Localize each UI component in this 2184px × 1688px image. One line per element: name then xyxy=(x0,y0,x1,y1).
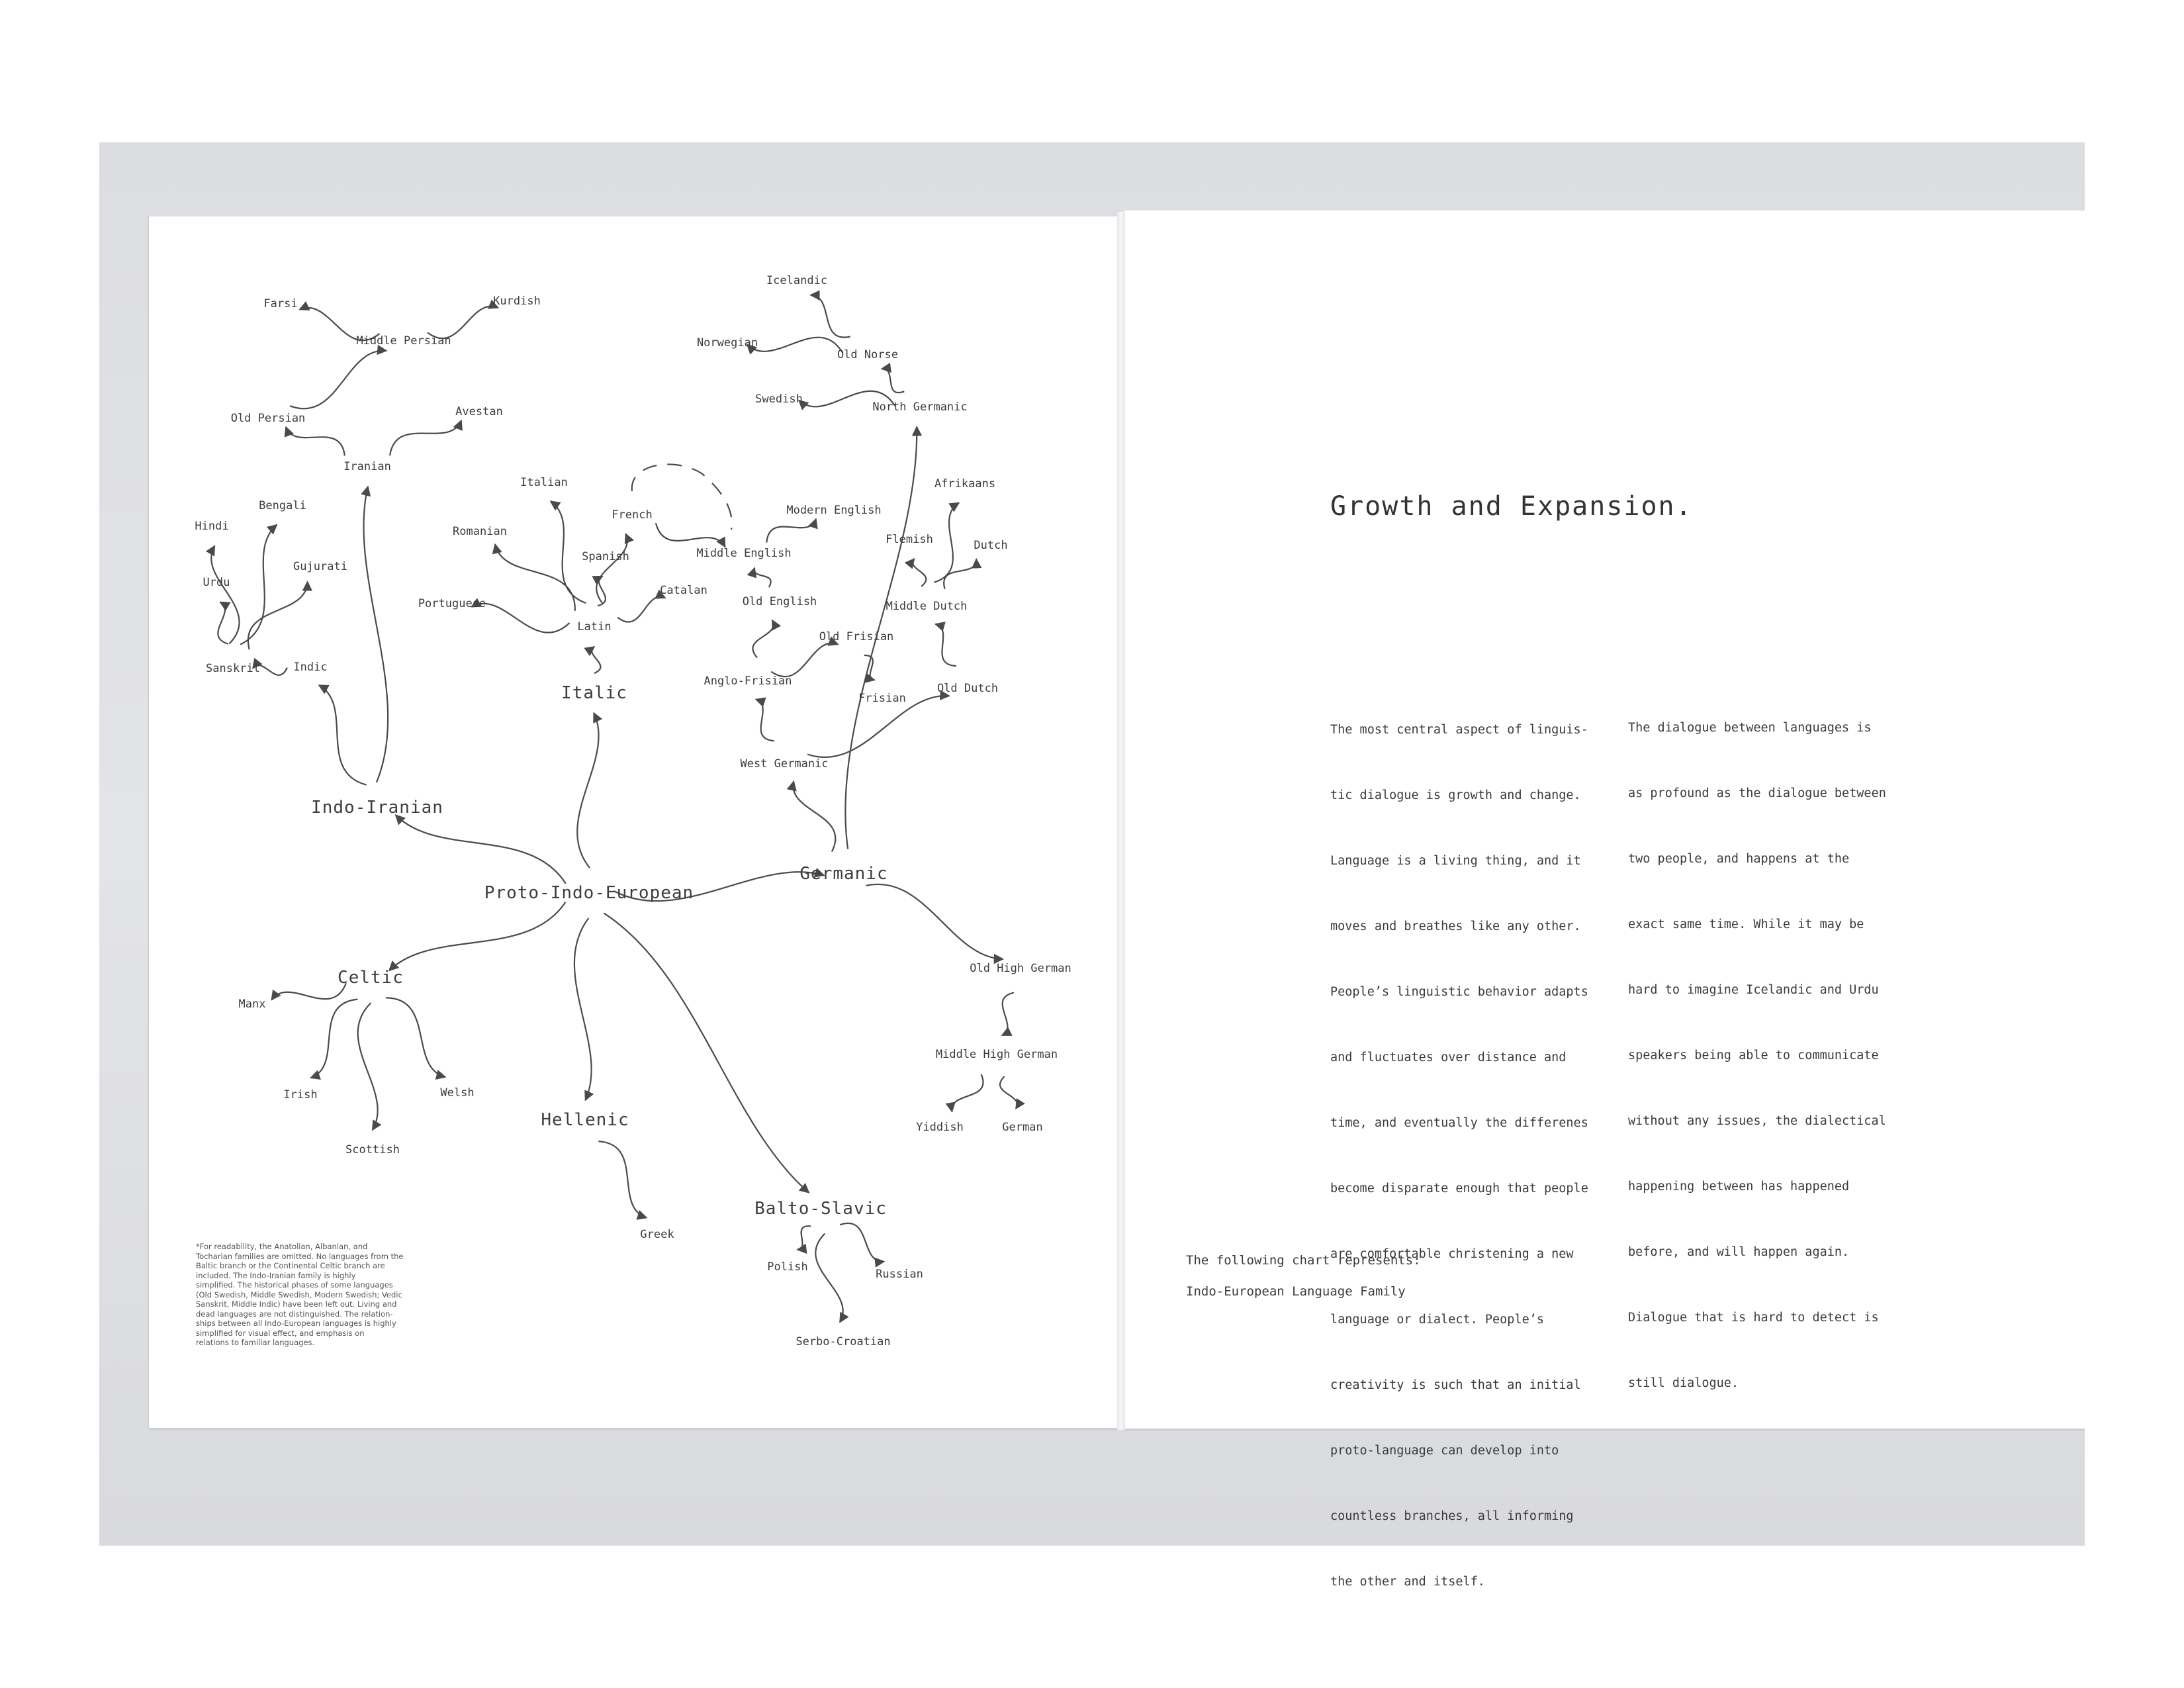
node-manx: Manx xyxy=(238,998,266,1011)
body-line: the other and itself. xyxy=(1330,1575,1485,1589)
node-urdu: Urdu xyxy=(203,576,230,589)
body-line: countless branches, all informing xyxy=(1330,1509,1574,1523)
footnote-line: Baltic branch or the Continental Celtic branch are xyxy=(196,1261,385,1270)
body-line: language or dialect. People’s xyxy=(1330,1313,1545,1327)
footnote-line: relations to familiar languages. xyxy=(196,1338,315,1347)
body-line: two people, and happens at the xyxy=(1628,852,1850,866)
node-middle-high-german: Middle High German xyxy=(935,1048,1058,1061)
body-line: creativity is such that an initial xyxy=(1330,1378,1581,1392)
body-column-right xyxy=(1628,673,1886,1416)
node-iranian: Iranian xyxy=(343,460,391,473)
body-line: before, and will happen again. xyxy=(1628,1245,1850,1259)
node-modern-english: Modern English xyxy=(786,504,882,517)
body-line: proto-language can develop into xyxy=(1330,1444,1559,1458)
node-serbo-croatian: Serbo-Croatian xyxy=(796,1335,891,1348)
node-italic: Italic xyxy=(561,683,627,703)
node-swedish: Swedish xyxy=(755,393,803,406)
body-line: time, and eventually the differenes xyxy=(1330,1116,1588,1130)
body-line: become disparate enough that people xyxy=(1330,1182,1588,1196)
footnote-line: simplified. The historical phases of some languages xyxy=(196,1280,393,1289)
footnote-line: Sanskrit, Middle Indic) have been left out. Living and xyxy=(196,1299,397,1309)
node-north-germanic: North Germanic xyxy=(872,400,968,414)
node-catalan: Catalan xyxy=(660,584,707,597)
body-line: The most central aspect of linguis- xyxy=(1330,723,1588,737)
node-sanskrit: Sanskrit xyxy=(206,662,260,675)
body-line: exact same time. While it may be xyxy=(1628,917,1864,931)
chart-note-intro: The following chart represents: xyxy=(1186,1253,1421,1268)
node-middle-dutch: Middle Dutch xyxy=(886,600,968,613)
node-hellenic: Hellenic xyxy=(541,1110,629,1130)
footnote-line: Tocharian families are omitted. No languages from the xyxy=(196,1251,404,1261)
node-yiddish: Yiddish xyxy=(916,1121,964,1134)
node-west-germanic: West Germanic xyxy=(740,757,829,771)
body-line: and fluctuates over distance and xyxy=(1330,1051,1567,1064)
node-irish: Irish xyxy=(283,1088,318,1102)
node-farsi: Farsi xyxy=(263,297,298,310)
node-scottish: Scottish xyxy=(345,1143,400,1156)
footnote-line: *For readability, the Anatolian, Albanian, and xyxy=(196,1242,368,1251)
footnote-line: (Old Swedish, Middle Swedish, Modern Swedish; Vedic xyxy=(196,1289,402,1299)
node-balto-slavic: Balto-Slavic xyxy=(754,1199,887,1219)
body-line: as profound as the dialogue between xyxy=(1628,786,1886,800)
node-norwegian: Norwegian xyxy=(696,336,758,350)
node-gujurati: Gujurati xyxy=(293,560,347,573)
body-line: Dialogue that is hard to detect is xyxy=(1628,1311,1879,1325)
body-line: Language is a living thing, and it xyxy=(1330,854,1581,868)
body-line: moves and breathes like any other. xyxy=(1330,919,1581,933)
node-kurdish: Kurdish xyxy=(493,295,541,308)
node-avestan: Avestan xyxy=(455,405,503,418)
node-dutch: Dutch xyxy=(974,539,1008,552)
node-middle-english: Middle English xyxy=(696,547,792,560)
body-line: without any issues, the dialectical xyxy=(1628,1114,1886,1128)
node-old-persian: Old Persian xyxy=(230,412,306,425)
node-middle-persian: Middle Persian xyxy=(356,334,451,348)
body-line: People’s linguistic behavior adapts xyxy=(1330,985,1588,999)
footnote-line: included. The Indo-Iranian family is highly xyxy=(196,1270,356,1280)
node-old-norse: Old Norse xyxy=(837,348,899,361)
node-polish: Polish xyxy=(767,1260,808,1274)
node-old-dutch: Old Dutch xyxy=(936,682,999,695)
node-romanian: Romanian xyxy=(453,525,507,538)
body-line: hard to imagine Icelandic and Urdu xyxy=(1628,983,1879,997)
node-indo-iranian: Indo-Iranian xyxy=(311,798,443,818)
node-spanish: Spanish xyxy=(582,550,629,563)
book-gutter xyxy=(1117,212,1125,1430)
node-celtic: Celtic xyxy=(338,968,404,988)
node-russian: Russian xyxy=(876,1268,923,1281)
node-old-english: Old English xyxy=(742,595,817,608)
node-frisian: Frisian xyxy=(858,692,906,705)
body-line: happening between has happened xyxy=(1628,1180,1850,1194)
node-old-high-german: Old High German xyxy=(970,962,1071,975)
node-welsh: Welsh xyxy=(440,1086,475,1100)
footnote-line: ships between all Indo-European languages is highly xyxy=(196,1319,396,1328)
footnote-line: dead languages are not distinguished. The relation- xyxy=(196,1309,393,1319)
node-italian: Italian xyxy=(520,476,568,489)
diagram-footnote xyxy=(196,1242,474,1348)
body-line: tic dialogue is growth and change. xyxy=(1330,788,1581,802)
node-icelandic: Icelandic xyxy=(766,274,828,287)
node-greek: Greek xyxy=(640,1228,674,1241)
page-title: Growth and Expansion. xyxy=(1330,491,1693,522)
node-latin: Latin xyxy=(577,620,612,633)
body-line: are comfortable christening a new xyxy=(1330,1247,1574,1261)
node-hindi: Hindi xyxy=(195,520,229,533)
node-french: French xyxy=(612,508,653,522)
chart-note-family: Indo-European Language Family xyxy=(1186,1284,1406,1299)
node-indic: Indic xyxy=(293,661,328,674)
body-line: still dialogue. xyxy=(1628,1376,1739,1390)
node-bengali: Bengali xyxy=(259,499,306,512)
body-line: speakers being able to communicate xyxy=(1628,1049,1879,1062)
body-line: The dialogue between languages is xyxy=(1628,721,1872,735)
node-flemish: Flemish xyxy=(886,533,933,546)
node-pie: Proto-Indo-European xyxy=(484,883,694,903)
right-page xyxy=(1124,211,2085,1429)
body-column-left xyxy=(1330,675,1588,1615)
node-portuguese: Portuguese xyxy=(418,597,486,610)
node-afrikaans: Afrikaans xyxy=(934,477,996,491)
node-anglo-frisian: Anglo-Frisian xyxy=(704,675,792,688)
node-germanic: Germanic xyxy=(799,864,888,884)
node-old-frisian: Old Frisian xyxy=(819,630,894,643)
node-german: German xyxy=(1002,1121,1043,1134)
footnote-line: simplified for visual effect, and emphasis on xyxy=(196,1328,365,1338)
